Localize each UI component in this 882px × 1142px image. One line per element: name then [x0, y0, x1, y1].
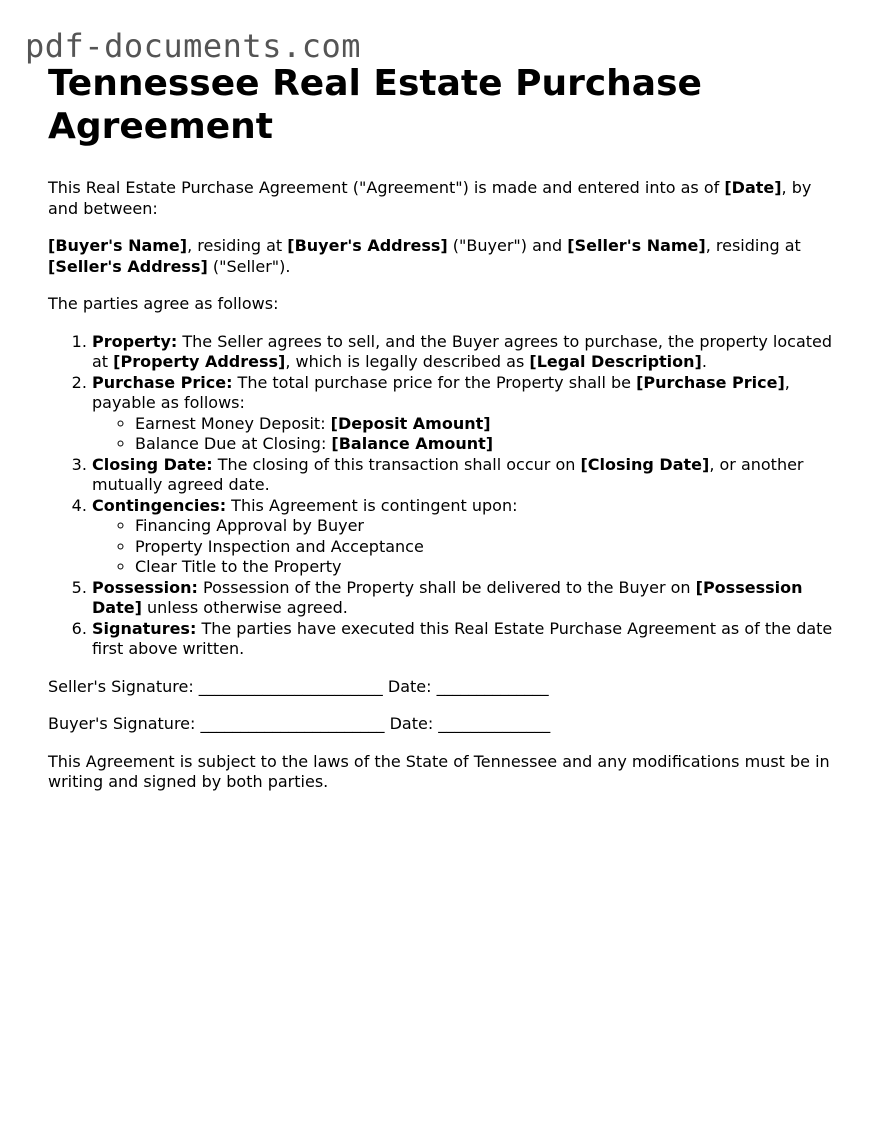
contingencies-list: [92, 516, 838, 578]
parties-text: ("Buyer") and: [447, 236, 568, 255]
list-item: ◦ Clear Title to the Property: [135, 557, 838, 578]
section-label: Property:: [92, 331, 178, 351]
section-label: Purchase Price:: [92, 372, 233, 392]
section-label: Contingencies:: [92, 495, 227, 515]
buyer-signature-line: Buyer's Signature: _______________________ Date: ______________: [48, 714, 551, 733]
section-text: , or another mutually agreed date.: [92, 454, 804, 494]
seller-address-placeholder: [Seller's Address]: [48, 256, 208, 276]
section-property: [92, 332, 838, 373]
possession-date-placeholder: [Possession Date]: [92, 577, 803, 617]
agree-paragraph: The parties agree as follows:: [48, 294, 279, 313]
section-text: .: [701, 352, 707, 371]
section-closing-date: [92, 455, 838, 496]
balance-amount-placeholder: [Balance Amount]: [331, 434, 494, 453]
parties-text: ("Seller").: [207, 256, 291, 276]
list-item: [135, 434, 838, 455]
closing-date-placeholder: [Closing Date]: [580, 454, 710, 474]
buyer-name-placeholder: [Buyer's Name]: [48, 236, 188, 255]
parties-text: , residing at: [705, 236, 801, 255]
seller-name-placeholder: [Seller's Name]: [567, 236, 706, 255]
section-label: Signatures:: [92, 618, 197, 638]
sections-list: [48, 332, 838, 660]
section-text: The parties have executed this Real Estate Purchase Agreement as of the date first above written.: [92, 618, 833, 658]
legal-description-placeholder: [Legal Description]: [529, 352, 702, 371]
date-placeholder: [Date]: [724, 178, 782, 197]
section-label: Possession:: [92, 577, 198, 597]
document-title: Tennessee Real Estate Purchase Agreement: [48, 63, 702, 147]
section-text: unless otherwise agreed.: [141, 598, 348, 617]
section-text: Possession of the Property shall be delivered to the Buyer on: [197, 577, 696, 597]
seller-signature-line: Seller's Signature: _______________________ Date: ______________: [48, 676, 549, 696]
section-text: , payable as follows:: [92, 372, 790, 412]
document: [48, 62, 838, 810]
watermark: pdf-documents.com: [25, 27, 362, 65]
list-item: ◦ Property Inspection and Acceptance: [135, 537, 838, 558]
list-item: ◦ Financing Approval by Buyer: [135, 516, 838, 537]
section-text: The Seller agrees to sell, and the Buyer agrees to purchase, the property located at: [92, 331, 833, 371]
section-purchase-price: [92, 373, 838, 455]
payment-list: [92, 414, 838, 455]
purchase-price-placeholder: [Purchase Price]: [636, 372, 785, 392]
section-text: This Agreement is contingent upon:: [226, 495, 518, 515]
section-text: The closing of this transaction shall occur on: [212, 454, 581, 474]
property-address-placeholder: [Property Address]: [113, 352, 286, 371]
intro-text-end: , by and between:: [48, 178, 812, 218]
parties-text: , residing at: [187, 236, 288, 255]
section-contingencies: [92, 496, 838, 578]
section-text: , which is legally described as: [285, 352, 530, 371]
list-item: [135, 414, 838, 435]
intro-paragraph: [48, 178, 838, 219]
item-label: Earnest Money Deposit:: [135, 413, 331, 433]
section-label: Closing Date:: [92, 454, 213, 474]
intro-text: This Real Estate Purchase Agreement ("Agreement") is made and entered into as of: [48, 178, 725, 197]
buyer-address-placeholder: [Buyer's Address]: [287, 236, 448, 255]
item-label: Balance Due at Closing:: [135, 434, 332, 453]
section-text: The total purchase price for the Property shall be: [232, 372, 637, 392]
parties-paragraph: [48, 236, 838, 277]
deposit-amount-placeholder: [Deposit Amount]: [330, 413, 491, 433]
closing-paragraph: This Agreement is subject to the laws of the State of Tennessee and any modifications must be in writing and signed by both parties.: [48, 751, 830, 791]
section-signatures: [92, 619, 838, 660]
section-possession: [92, 578, 838, 619]
